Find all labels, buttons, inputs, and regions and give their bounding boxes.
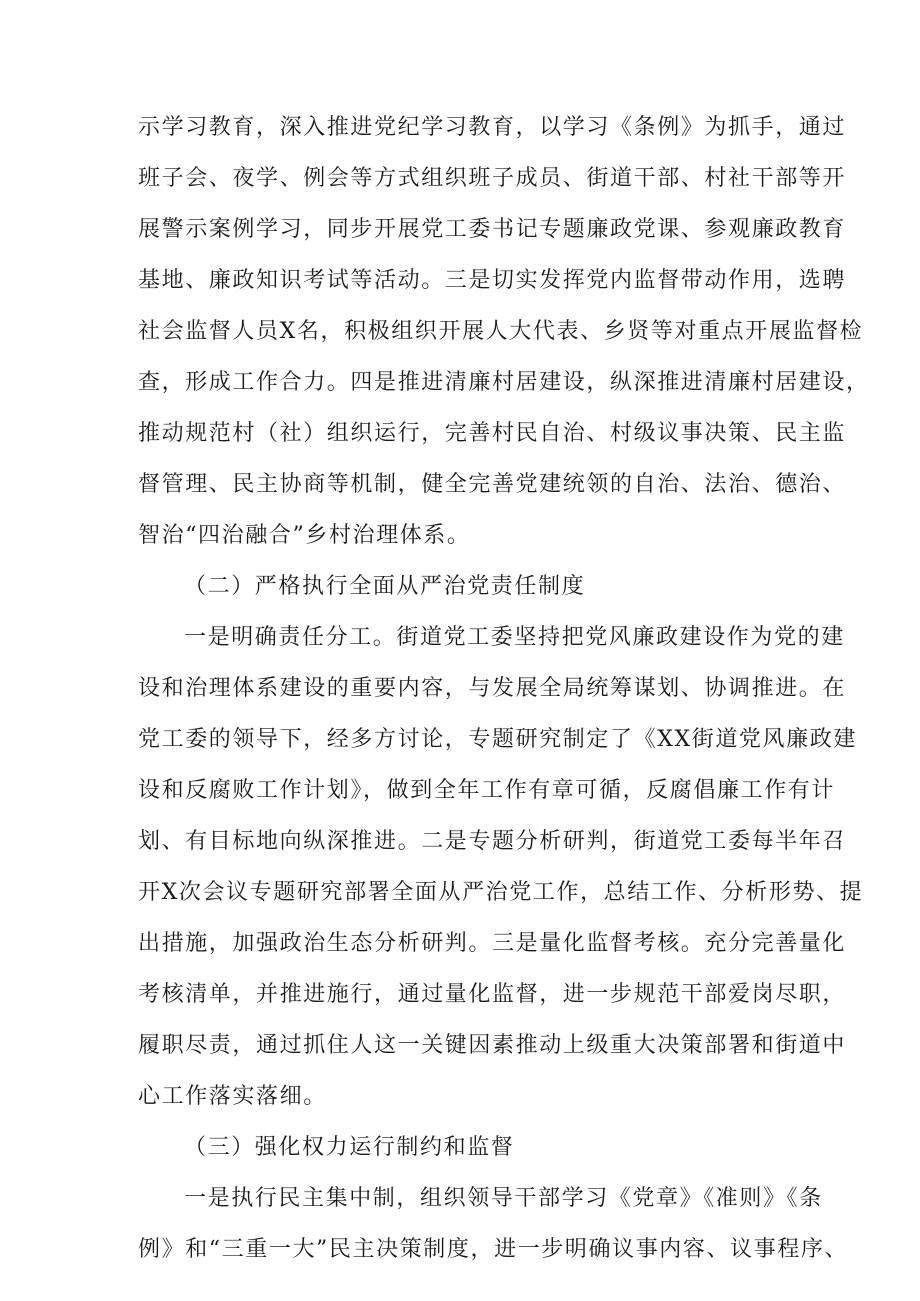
body-text-line: 出措施，加强政治生态分析研判。三是量化监督考核。充分完善量化 — [138, 931, 847, 956]
body-text-line: 督管理、民主协商等机制，健全完善党建统领的自治、法治、德治、 — [138, 472, 847, 497]
body-text-line: 考核清单，并推进施行，通过量化监督，进一步规范干部爱岗尽职， — [138, 982, 847, 1007]
body-text-line: 设和治理体系建设的重要内容，与发展全局统筹谋划、协调推进。在 — [138, 676, 847, 701]
body-text-line: 心工作落实落细。 — [138, 1084, 327, 1109]
body-text-line: 班子会、夜学、例会等方式组织班子成员、街道干部、村社干部等开 — [138, 166, 847, 191]
body-text-line: 基地、廉政知识考试等活动。三是切实发挥党内监督带动作用，选聘 — [138, 268, 847, 293]
body-text-line: 推动规范村（社）组织运行，完善村民自治、村级议事决策、民主监 — [138, 421, 847, 446]
body-text-line: 展警示案例学习，同步开展党工委书记专题廉政党课、参观廉政教育 — [138, 217, 847, 242]
section-heading-3: （三）强化权力运行制约和监督 — [184, 1135, 515, 1160]
paragraph-first-line: 一是明确责任分工。街道党工委坚持把党风廉政建设作为党的建 — [184, 625, 845, 650]
body-text-line: 查，形成工作合力。四是推进清廉村居建设，纵深推进清廉村居建设， — [138, 370, 870, 395]
body-text-line: 社会监督人员X名，积极组织开展人大代表、乡贤等对重点开展监督检 — [138, 319, 864, 344]
paragraph-first-line: 一是执行民主集中制，组织领导干部学习《党章》《准则》《条 — [184, 1186, 823, 1211]
body-text-line: 例》和“三重一大”民主决策制度，进一步明确议事内容、议事程序、 — [138, 1237, 849, 1262]
body-text-line: 设和反腐败工作计划》，做到全年工作有章可循，反腐倡廉工作有计 — [138, 778, 836, 803]
body-text-line: 智治“四治融合”乡村治理体系。 — [138, 523, 471, 548]
body-text-line: 履职尽责，通过抓住人这一关键因素推动上级重大决策部署和街道中 — [138, 1033, 847, 1058]
body-text-line: 划、有目标地向纵深推进。二是专题分析研判，街道党工委每半年召 — [138, 829, 847, 854]
body-text-line: 示学习教育，深入推进党纪学习教育，以学习《条例》为抓手，通过 — [138, 115, 847, 140]
body-text-line: 党工委的领导下，经多方讨论，专题研究制定了《XX街道党风廉政建 — [138, 727, 857, 752]
section-heading-2: （二）严格执行全面从严治党责任制度 — [184, 574, 586, 599]
body-text-line: 开X次会议专题研究部署全面从严治党工作，总结工作、分析形势、提 — [138, 880, 864, 905]
